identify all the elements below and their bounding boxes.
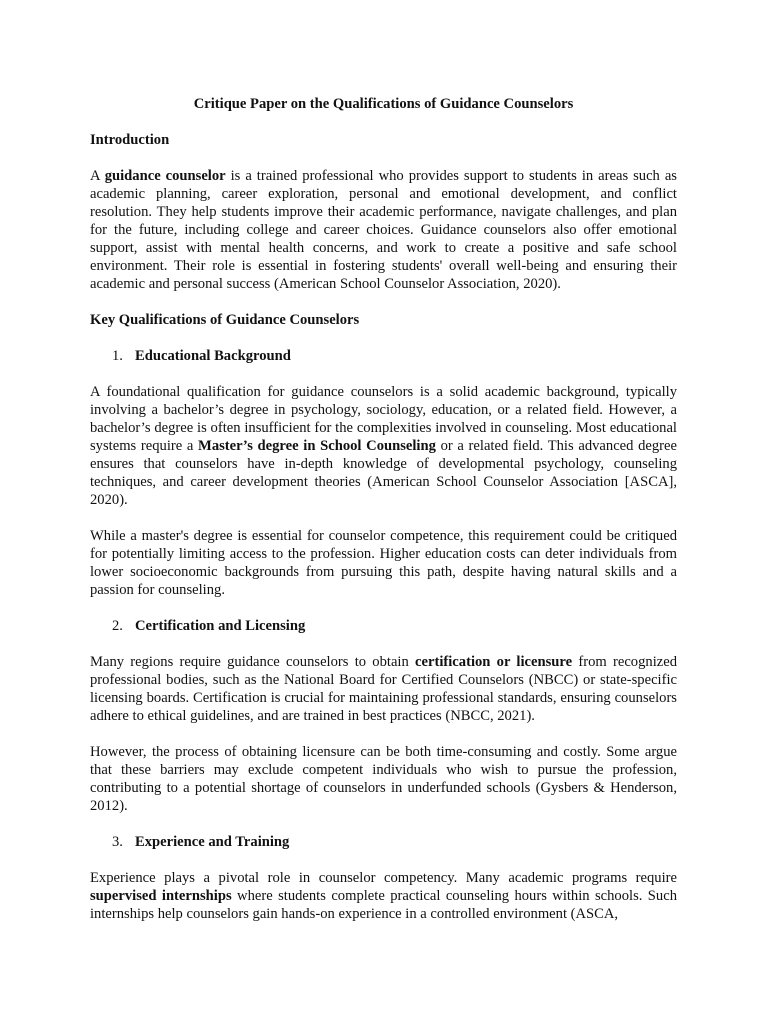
section-number: 3. (112, 834, 123, 850)
section-title: Certification and Licensing (135, 618, 306, 634)
intro-text-post: is a trained professional who provides support to students in areas such as academic planning, career exploration, personal and emotional development, and conflict resolution. They help students improve their academic performance, navigate challenges, and plan for the future, including college and career choices. Guidance counselors also offer emotional support, assist with mental health concerns, and work to create a positive and safe school environment. Their role is essential in fostering students' overall well-being and ensuring their academic and personal success (American School Counselor Association, 2020). (90, 168, 677, 292)
section-2-paragraph-2: However, the process of obtaining licensure can be both time-consuming and costly. Some argue that these barriers may exclude competent individuals who wish to pursue the profession, contributing to a potential shortage of counselors in underfunded schools (Gysbers & Henderson, 2012). (90, 744, 677, 814)
section-heading-certification-licensing (90, 617, 677, 635)
paragraph-text-post: where students complete practical counseling hours within schools. Such internships help counselors gain hands-on experience in a controlled environment (ASCA, (90, 888, 677, 922)
section-title: Experience and Training (135, 834, 290, 850)
intro-term-bold: guidance counselor (104, 168, 226, 184)
paragraph-text-pre: Many regions require guidance counselors to obtain (90, 654, 416, 670)
section-number: 2. (112, 618, 123, 634)
intro-heading: Introduction (90, 132, 170, 148)
section-number: 1. (112, 348, 123, 364)
intro-paragraph (90, 167, 677, 293)
key-qualifications-heading: Key Qualifications of Guidance Counselors (90, 312, 360, 328)
section-heading-experience-training (90, 833, 677, 851)
intro-text-pre: A (90, 168, 105, 184)
paragraph-text-post: from recognized professional bodies, such as the National Board for Certified Counselors (NBCC) or state-specific licensing boards. Certification is crucial for maintaining professional standards, ensuring counselors adhere to ethical guidelines, and are trained in best practices (NBCC, 2021). (90, 654, 677, 724)
paragraph-term-bold: supervised internships (90, 888, 232, 904)
section-heading-educational-background (90, 347, 677, 365)
section-title: Educational Background (135, 348, 291, 364)
paragraph-term-bold: certification or licensure (415, 654, 573, 670)
paragraph-text-pre: Experience plays a pivotal role in counselor competency. Many academic programs require (90, 870, 677, 886)
section-2-paragraph-1 (90, 653, 677, 725)
document-title: Critique Paper on the Qualifications of Guidance Counselors (193, 96, 574, 112)
section-1-paragraph-2: While a master's degree is essential for counselor competence, this requirement could be critiqued for potentially limiting access to the profession. Higher education costs can deter individuals from lower socioeconomic backgrounds from pursuing this path, despite having natural skills and a passion for counseling. (90, 528, 677, 598)
document-page (90, 95, 677, 941)
section-3-paragraph-1 (90, 869, 677, 923)
paragraph-term-bold: Master’s degree in School Counseling (198, 438, 436, 454)
paragraph-text-post: or a related field. This advanced degree ensures that counselors have in-depth knowledge of developmental psychology, counseling techniques, and career development theories (American School Counselor Association [ASCA], 2020). (90, 438, 677, 508)
section-1-paragraph-1 (90, 383, 677, 509)
paragraph-text-pre: A foundational qualification for guidance counselors is a solid academic background, typically involving a bachelor’s degree in psychology, sociology, education, or a related field. However, a bachelor’s degree is often insufficient for the complexities involved in counseling. Most educational systems require a (90, 384, 677, 454)
